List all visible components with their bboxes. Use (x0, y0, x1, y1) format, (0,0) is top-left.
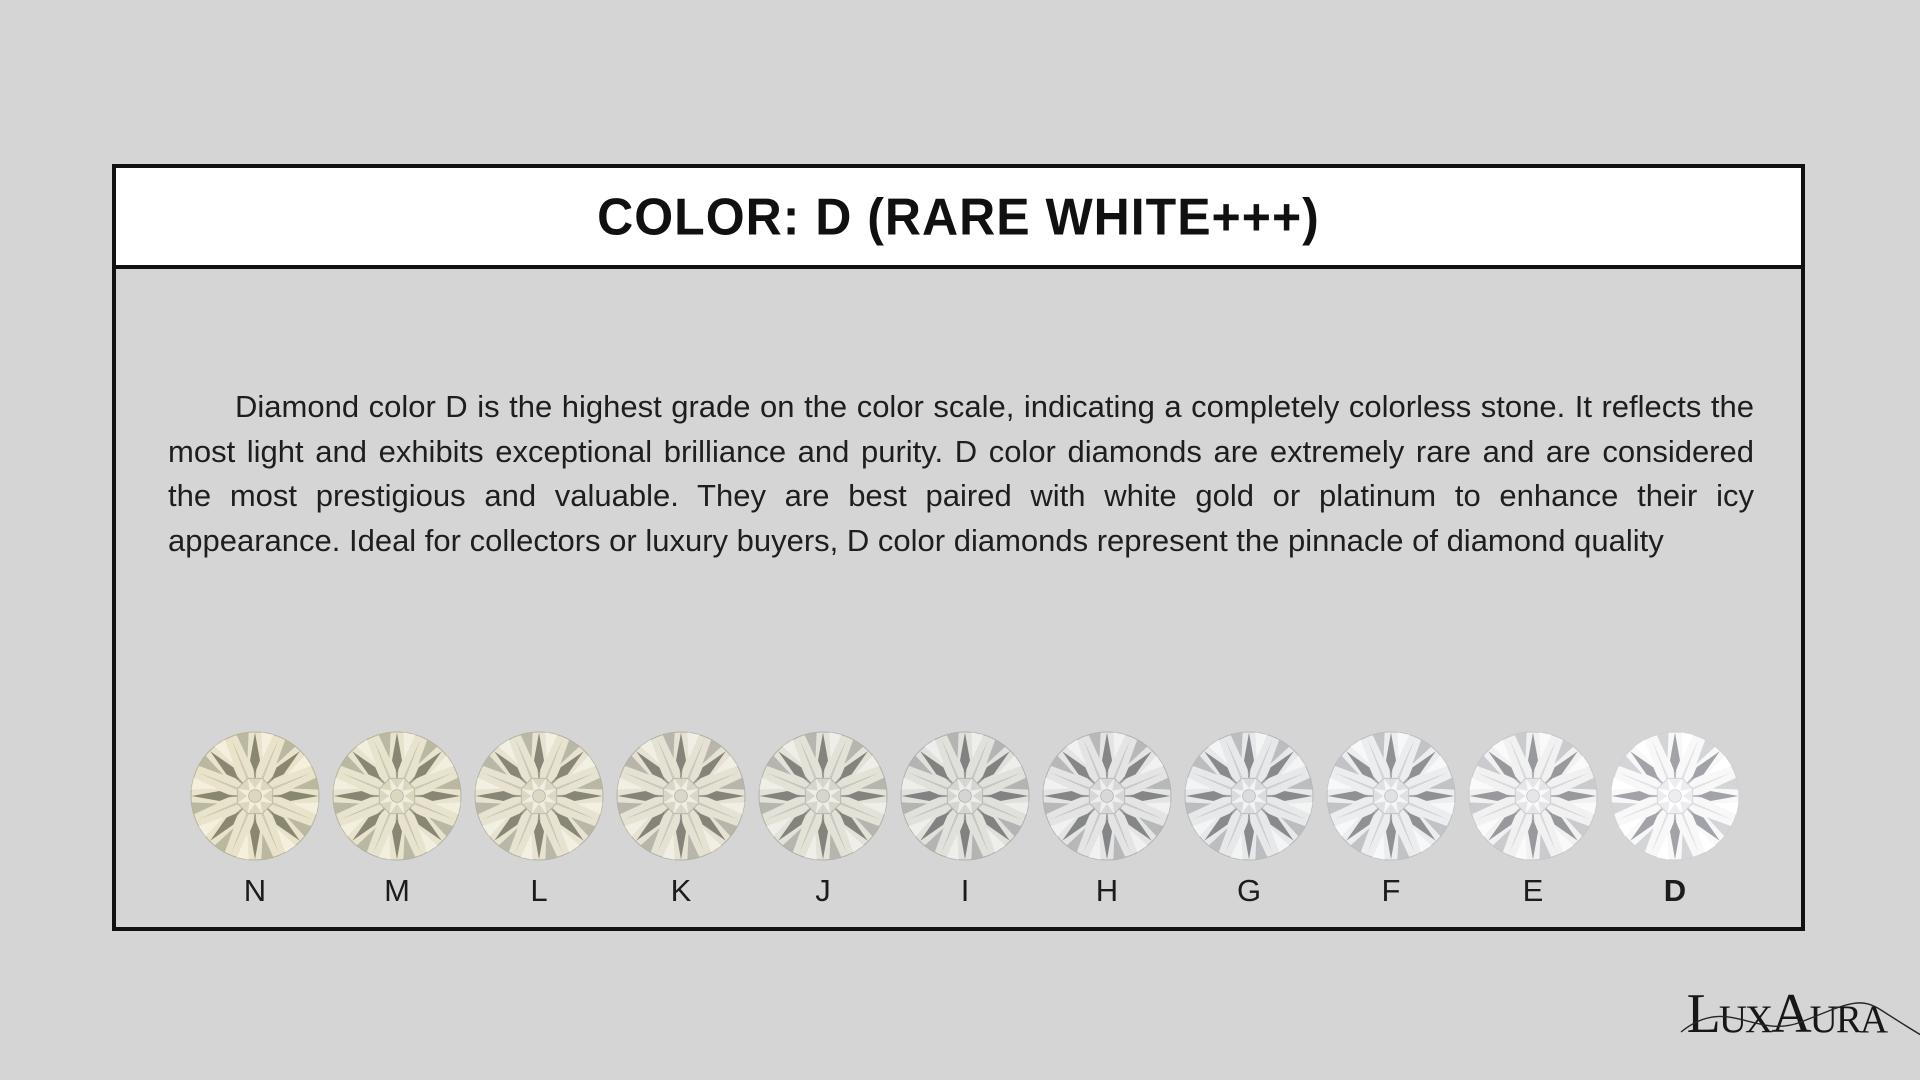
grade-cell-i (894, 730, 1036, 906)
grade-cell-f (1320, 730, 1462, 906)
grade-label-i: I (960, 873, 970, 908)
grade-cell-m (326, 730, 468, 906)
grade-label-e: E (1522, 873, 1544, 908)
grade-label-h: H (1095, 873, 1119, 908)
diamond-image-g (1183, 730, 1315, 862)
page-title: COLOR: D (RARE WHITE+++) (597, 187, 1320, 246)
grade-cell-l (468, 730, 610, 906)
diamond-image-e (1467, 730, 1599, 862)
grade-label-k: K (670, 873, 692, 908)
grade-label-g: G (1236, 873, 1262, 908)
grade-label-j: J (815, 873, 831, 908)
diamond-image-d (1609, 730, 1741, 862)
grade-cell-j (752, 730, 894, 906)
diamond-image-i (899, 730, 1031, 862)
grade-label-d: D (1663, 873, 1687, 908)
grade-label-m: M (384, 873, 410, 908)
grade-cell-n (184, 730, 326, 906)
diamond-image-j (757, 730, 889, 862)
grade-cell-h (1036, 730, 1178, 906)
grade-label-l: L (530, 873, 548, 908)
grade-cell-d (1604, 730, 1746, 906)
diamond-image-n (189, 730, 321, 862)
grade-cell-e (1462, 730, 1604, 906)
diamond-image-k (615, 730, 747, 862)
grade-label-n: N (243, 873, 267, 908)
card-header (116, 168, 1801, 269)
color-scale-row (184, 730, 1746, 906)
grade-label-f: F (1381, 873, 1401, 908)
grade-cell-k (610, 730, 752, 906)
diamond-image-f (1325, 730, 1457, 862)
diamond-image-m (331, 730, 463, 862)
slide-card (112, 164, 1805, 931)
grade-cell-g (1178, 730, 1320, 906)
brand-logo-text: LuxAura (1686, 983, 1886, 1045)
brand-logo (1687, 982, 1886, 1046)
card-body (116, 385, 1801, 563)
diamond-image-l (473, 730, 605, 862)
description-paragraph: Diamond color D is the highest grade on the color scale, indicating a completely colorless stone. It reflects the most light and exhibits exceptional brilliance and purity. D color diamonds are extremely rare and are considered the most prestigious and valuable. They are best paired with white gold or platinum to enhance their icy appearance. Ideal for collectors or luxury buyers, D color diamonds represent the pinnacle of diamond quality (168, 389, 1754, 558)
diamond-image-h (1041, 730, 1173, 862)
